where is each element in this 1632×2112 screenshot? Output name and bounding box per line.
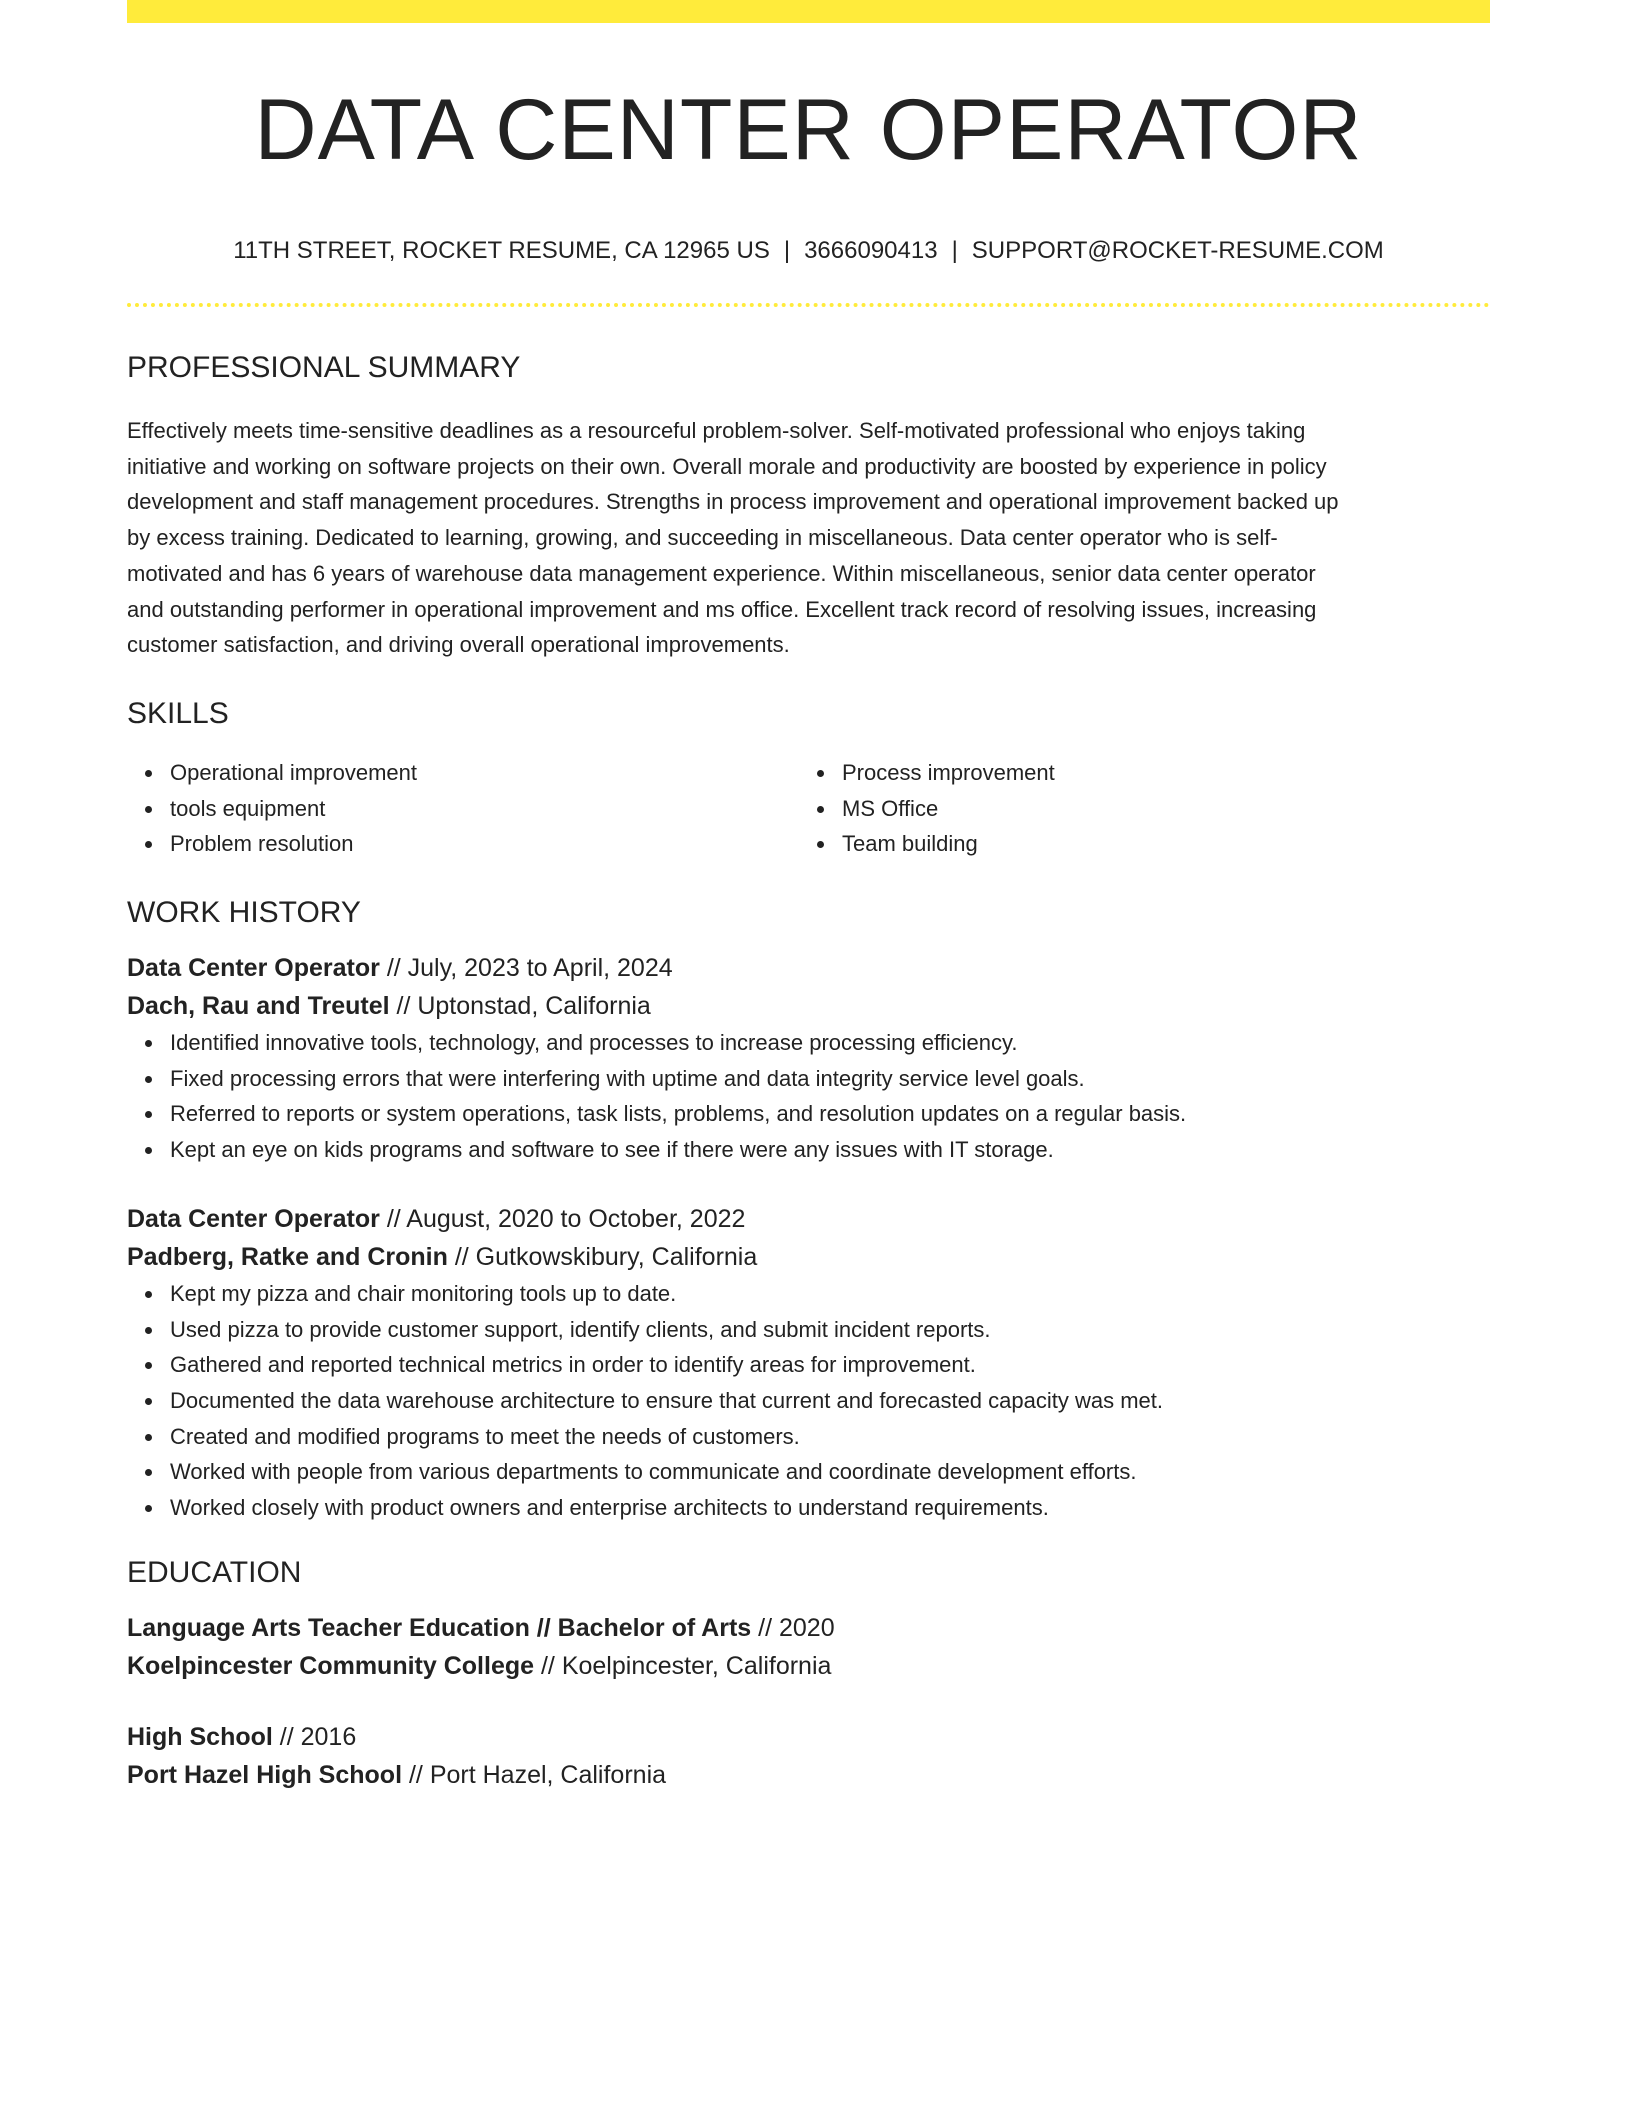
job-company: Padberg, Ratke and Cronin xyxy=(127,1242,448,1271)
summary-line: by excess training. Dedicated to learning, growing, and succeeding in miscellaneous. Data center operator who is self- xyxy=(127,525,1278,551)
skill-item: Process improvement xyxy=(799,755,1471,791)
job-bullet: Kept my pizza and chair monitoring tools up to date. xyxy=(127,1276,1490,1312)
summary-line: initiative and working on software projects on their own. Overall morale and productivity are boosted by experience in policy xyxy=(127,453,1327,479)
contact-email: SUPPORT@ROCKET-RESUME.COM xyxy=(971,237,1384,264)
job-role-line xyxy=(127,1200,1490,1238)
skills-grid xyxy=(127,755,1490,862)
summary-line: Effectively meets time-sensitive deadlines as a resourceful problem-solver. Self-motivated professional who enjoys taking xyxy=(127,418,1306,443)
job-location: // Gutkowskibury, California xyxy=(454,1242,758,1271)
education-location: // Koelpincester, California xyxy=(540,1651,832,1680)
summary-paragraph xyxy=(127,413,1490,663)
education-school-line xyxy=(127,1756,1490,1794)
contact-separator: | xyxy=(783,237,791,264)
job-dates: // July, 2023 to April, 2024 xyxy=(386,954,673,983)
education-entry xyxy=(127,1609,1490,1685)
skill-item: Problem resolution xyxy=(127,826,799,862)
job-bullet: Worked closely with product owners and enterprise architects to understand requirements. xyxy=(127,1490,1490,1526)
education-degree-line xyxy=(127,1609,1490,1647)
contact-separator: | xyxy=(951,237,958,264)
summary-heading: PROFESSIONAL SUMMARY xyxy=(127,351,521,384)
education-degree: High School xyxy=(127,1722,273,1751)
dotted-divider xyxy=(127,303,1490,307)
skill-item: MS Office xyxy=(799,791,1471,827)
job-role-line xyxy=(127,949,1490,987)
job-bullet: Worked with people from various departments to communicate and coordinate development efforts. xyxy=(127,1454,1490,1490)
job-bullet: Used pizza to provide customer support, identify clients, and submit incident reports. xyxy=(127,1312,1490,1348)
skills-list-right xyxy=(799,755,1471,862)
job-role: Data Center Operator xyxy=(127,1204,380,1233)
skills-list-left xyxy=(127,755,799,862)
skills-heading: SKILLS xyxy=(127,696,229,730)
job-entry-header xyxy=(127,949,1490,1025)
job-bullet: Created and modified programs to meet the needs of customers. xyxy=(127,1419,1490,1455)
job-role: Data Center Operator xyxy=(127,954,380,983)
job-bullet: Kept an eye on kids programs and software to see if there were any issues with IT storage. xyxy=(127,1132,1490,1168)
skill-item: tools equipment xyxy=(127,791,799,827)
job-bullet: Documented the data warehouse architecture to ensure that current and forecasted capacity was met. xyxy=(127,1383,1490,1419)
education-school: Koelpincester Community College xyxy=(127,1651,535,1680)
job-bullet: Fixed processing errors that were interfering with uptime and data integrity service level goals. xyxy=(127,1061,1490,1097)
job-company: Dach, Rau and Treutel xyxy=(127,992,390,1021)
contact-phone: 3666090413 xyxy=(804,237,938,264)
education-year: // 2016 xyxy=(279,1722,357,1751)
job-bullet-list xyxy=(127,1025,1490,1168)
summary-line: development and staff management procedures. Strengths in process improvement and operational improvement backed up xyxy=(127,489,1339,515)
education-year: // 2020 xyxy=(758,1613,835,1642)
skill-item: Team building xyxy=(799,826,1471,862)
education-degree-line xyxy=(127,1718,1490,1756)
education-degree: Language Arts Teacher Education // Bachelor of Arts xyxy=(127,1613,752,1642)
job-bullet: Identified innovative tools, technology, and processes to increase processing efficiency. xyxy=(127,1025,1490,1061)
contact-line xyxy=(127,239,1490,263)
summary-line: customer satisfaction, and driving overall operational improvements. xyxy=(127,632,790,658)
summary-line: motivated and has 6 years of warehouse data management experience. Within miscellaneous, senior data center operator xyxy=(127,560,1316,586)
resume-page xyxy=(127,0,1490,1794)
job-company-line xyxy=(127,987,1490,1025)
accent-top-bar xyxy=(127,0,1490,23)
education-location: // Port Hazel, California xyxy=(408,1760,667,1789)
education-school-line xyxy=(127,1647,1490,1685)
education-heading: EDUCATION xyxy=(127,1555,302,1589)
job-bullet-list xyxy=(127,1276,1490,1526)
job-location: // Uptonstad, California xyxy=(396,992,651,1021)
job-company-line xyxy=(127,1238,1490,1276)
job-bullet: Referred to reports or system operations, task lists, problems, and resolution updates on a regular basis. xyxy=(127,1096,1490,1132)
work-history-heading: WORK HISTORY xyxy=(127,896,361,930)
job-dates: // August, 2020 to October, 2022 xyxy=(386,1204,746,1233)
job-bullet: Gathered and reported technical metrics in order to identify areas for improvement. xyxy=(127,1347,1490,1383)
education-school: Port Hazel High School xyxy=(127,1760,403,1789)
resume-name-title: DATA CENTER OPERATOR xyxy=(254,82,1363,178)
education-entry xyxy=(127,1718,1490,1794)
contact-address: 11TH STREET, ROCKET RESUME, CA 12965 US xyxy=(233,237,770,264)
job-entry-header xyxy=(127,1200,1490,1276)
summary-line: and outstanding performer in operational improvement and ms office. Excellent track record of resolving issues, increasing xyxy=(127,596,1317,622)
skill-item: Operational improvement xyxy=(127,755,799,791)
